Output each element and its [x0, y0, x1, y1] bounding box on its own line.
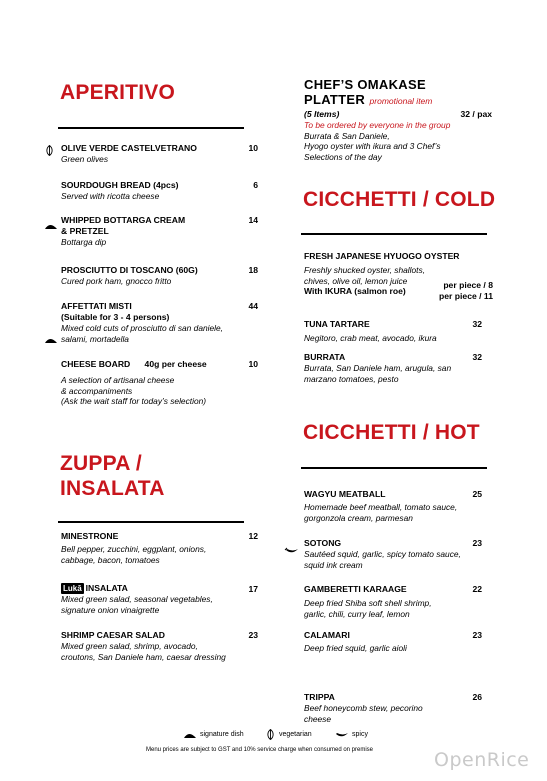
divider [301, 233, 487, 235]
item-name: BURRATA [304, 352, 346, 362]
section-title-cold: CICCHETTI / COLD [303, 188, 496, 211]
divider [58, 127, 244, 129]
item-name: TRIPPA [304, 692, 335, 702]
item-price: 14 [248, 215, 258, 225]
item-name-text: INSALATA [85, 583, 128, 593]
legend-vegetarian-label: vegetarian [279, 731, 312, 738]
item-desc: Green olives [61, 154, 109, 164]
item-name: SOURDOUGH BREAD (4pcs) [61, 180, 179, 190]
divider [58, 521, 244, 523]
item-desc: Deep fried Shiba soft shell shrimp, garlic, chili, curry leaf, lemon [304, 598, 432, 619]
item-name: GAMBERETTI KARAAGE [304, 584, 407, 594]
item-price: 10 [248, 143, 258, 153]
omakase-block [304, 77, 504, 162]
item-price: 23 [248, 630, 258, 640]
item-name: PROSCIUTTO DI TOSCANO (60G) [61, 265, 198, 275]
item-price: 25 [472, 489, 482, 499]
item-desc: Negitoro, crab meat, avocado, ikura [304, 333, 437, 343]
item-price: 17 [248, 584, 258, 594]
omakase-title-line1: CHEF’S OMAKASE [304, 77, 426, 92]
item-name: MINESTRONE [61, 531, 119, 541]
openrice-watermark: OpenRice [434, 749, 530, 771]
item-price: 26 [472, 692, 482, 702]
items-count: (5 Items) [304, 109, 340, 119]
section-title-line: ZUPPA / [60, 452, 142, 475]
item-price: 18 [248, 265, 258, 275]
item-price: 10 [248, 359, 258, 369]
section-title-zuppa [60, 451, 165, 501]
section-title-line: INSALATA [60, 477, 165, 501]
item-price: 32 [472, 319, 482, 329]
item-desc: Beef honeycomb stew, pecorino cheese [304, 703, 423, 724]
omakase-count [304, 109, 504, 120]
item-desc: A selection of artisanal cheese & accompaniments (Ask the wait staff for today’s selection) [61, 375, 207, 406]
item-desc: Mixed cold cuts of prosciutto di san daniele, salami, mortadella [61, 323, 224, 344]
section-title-aperitivo: APERITIVO [60, 81, 175, 104]
omakase-title-line2: PLATTER [304, 92, 366, 107]
item-desc: Served with ricotta cheese [61, 191, 160, 201]
item-price: 44 [248, 301, 258, 311]
signature-dish-icon [44, 336, 58, 344]
omakase-note: To be ordered by everyone in the group [304, 120, 451, 130]
item-desc: Burrata, San Daniele ham, arugula, san marzano tomatoes, pesto [304, 363, 452, 384]
item-desc: Bell pepper, zucchini, eggplant, onions, cabbage, bacon, tomatoes [61, 544, 207, 565]
item-price: 32 [472, 352, 482, 362]
vegetarian-leaf-icon [45, 145, 54, 156]
luka-logo: Lukā [63, 584, 82, 593]
item-desc: Homemade beef meatball, tomato sauce, gorgonzola cream, parmesan [304, 502, 458, 523]
signature-dish-icon [183, 731, 197, 739]
item-desc: Freshly shucked oyster, shallots, chives, olive oil, lemon juice [304, 265, 426, 286]
item-name: AFFETTATI MISTI (Suitable for 3 - 4 persons) [61, 301, 170, 322]
item-price: 23 [472, 630, 482, 640]
oyster-price: per piece / 8 [443, 280, 493, 290]
item-desc: Cured pork ham, gnocco fritto [61, 276, 172, 286]
ikura-price: per piece / 11 [439, 291, 493, 301]
footer-note: Menu prices are subject to GST and 10% service charge when consumed on premise [146, 747, 374, 753]
item-name: FRESH JAPANESE HYUOGO OYSTER [304, 251, 460, 261]
spicy-chili-icon [334, 731, 350, 739]
item-price: 12 [248, 531, 258, 541]
item-name: TUNA TARTARE [304, 319, 370, 329]
item-price: 23 [472, 538, 482, 548]
omakase-price: 32 / pax [460, 109, 492, 119]
item-name: OLIVE VERDE CASTELVETRANO [61, 143, 197, 153]
item-name: CALAMARI [304, 630, 350, 640]
vegetarian-leaf-icon [266, 729, 275, 740]
omakase-desc: Burrata & San Daniele, Hyogo oyster with ikura and 3 Chef’s Selections of the day [304, 130, 441, 162]
section-title-hot: CICCHETTI / HOT [303, 421, 480, 444]
promo-label: promotional item [369, 96, 433, 106]
item-price: 22 [472, 584, 482, 594]
spicy-chili-icon [284, 546, 300, 556]
legend-spicy-label: spicy [352, 731, 368, 738]
item-desc: Sautéed squid, garlic, spicy tomato sauce, squid ink cream [304, 549, 461, 570]
legend-signature-label: signature dish [200, 731, 244, 738]
divider [301, 467, 487, 469]
signature-dish-icon [44, 222, 58, 230]
item-desc: Bottarga dip [61, 237, 107, 247]
item-desc: Deep fried squid, garlic aioli [304, 643, 407, 653]
item-name: SOTONG [304, 538, 342, 548]
item-desc: Mixed green salad, shrimp, avocado, croutons, San Daniele ham, caesar dressing [61, 641, 226, 662]
ikura-option: With IKURA (salmon roe) [304, 286, 406, 296]
item-name: SHRIMP CAESAR SALAD [61, 630, 165, 640]
item-name: WHIPPED BOTTARGA CREAM & PRETZEL [61, 215, 186, 236]
item-price: 6 [253, 180, 258, 190]
item-name: WAGYU MEATBALL [304, 489, 386, 499]
item-desc: Mixed green salad, seasonal vegetables, signature onion vinaigrette [61, 594, 213, 615]
item-name: CHEESE BOARD 40g per cheese [61, 359, 207, 369]
